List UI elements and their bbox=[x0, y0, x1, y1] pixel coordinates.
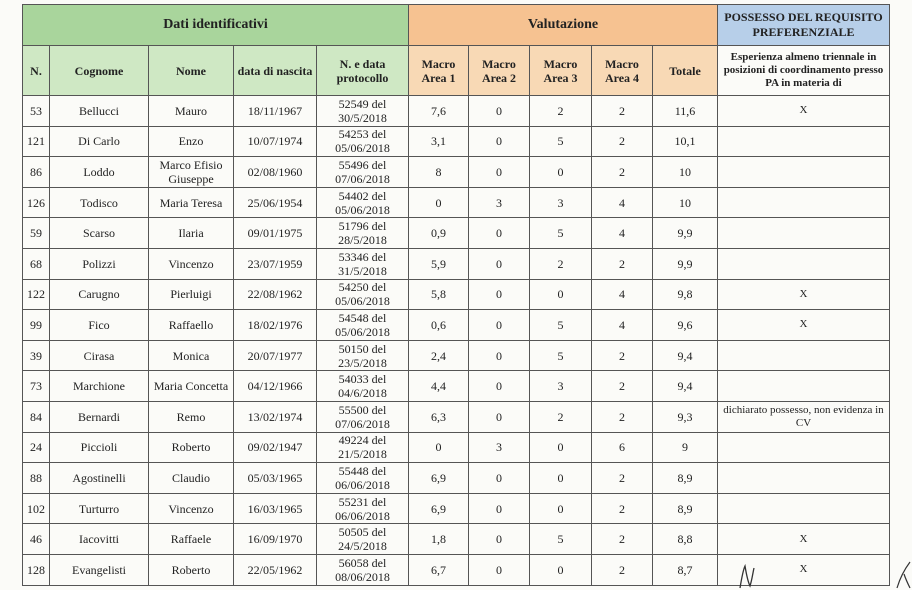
group-header-evaluation: Valutazione bbox=[409, 5, 718, 46]
cell-total: 10,1 bbox=[653, 126, 718, 157]
cell-macro-area-1: 0,9 bbox=[409, 218, 469, 249]
cell-surname: Turturro bbox=[50, 493, 149, 524]
cell-macro-area-4: 2 bbox=[592, 401, 653, 432]
cell-macro-area-1: 6,3 bbox=[409, 401, 469, 432]
cell-macro-area-1: 0 bbox=[409, 187, 469, 218]
cell-total: 10 bbox=[653, 157, 718, 188]
cell-requirement: dichiarato possesso, non evidenza in CV bbox=[718, 401, 890, 432]
cell-total: 9,4 bbox=[653, 340, 718, 371]
cell-surname: Polizzi bbox=[50, 248, 149, 279]
cell-surname: Carugno bbox=[50, 279, 149, 310]
cell-number: 24 bbox=[23, 432, 50, 463]
cell-protocol: 50150 del 23/5/2018 bbox=[317, 340, 409, 371]
group-header-requirement: POSSESSO DEL REQUISITO PREFERENZIALE bbox=[718, 5, 890, 46]
cell-requirement: X bbox=[718, 96, 890, 127]
cell-macro-area-4: 2 bbox=[592, 463, 653, 494]
cell-macro-area-3: 5 bbox=[530, 126, 592, 157]
cell-macro-area-3: 0 bbox=[530, 279, 592, 310]
cell-macro-area-1: 6,9 bbox=[409, 463, 469, 494]
cell-birthdate: 16/09/1970 bbox=[234, 524, 317, 555]
cell-name: Vincenzo bbox=[149, 493, 234, 524]
cell-macro-area-2: 0 bbox=[469, 371, 530, 402]
cell-macro-area-4: 2 bbox=[592, 554, 653, 585]
cell-macro-area-1: 3,1 bbox=[409, 126, 469, 157]
cell-protocol: 53346 del 31/5/2018 bbox=[317, 248, 409, 279]
cell-name: Claudio bbox=[149, 463, 234, 494]
cell-macro-area-4: 2 bbox=[592, 157, 653, 188]
cell-number: 53 bbox=[23, 96, 50, 127]
cell-total: 9,9 bbox=[653, 218, 718, 249]
cell-macro-area-2: 0 bbox=[469, 554, 530, 585]
cell-birthdate: 16/03/1965 bbox=[234, 493, 317, 524]
cell-number: 39 bbox=[23, 340, 50, 371]
cell-macro-area-1: 1,8 bbox=[409, 524, 469, 555]
cell-requirement bbox=[718, 340, 890, 371]
cell-macro-area-3: 0 bbox=[530, 554, 592, 585]
col-header-macro-area-1: Macro Area 1 bbox=[409, 46, 469, 96]
cell-macro-area-4: 2 bbox=[592, 371, 653, 402]
cell-total: 9,3 bbox=[653, 401, 718, 432]
cell-protocol: 54033 del 04/6/2018 bbox=[317, 371, 409, 402]
cell-macro-area-3: 3 bbox=[530, 187, 592, 218]
cell-number: 59 bbox=[23, 218, 50, 249]
cell-surname: Bellucci bbox=[50, 96, 149, 127]
cell-number: 102 bbox=[23, 493, 50, 524]
cell-birthdate: 22/08/1962 bbox=[234, 279, 317, 310]
cell-requirement bbox=[718, 126, 890, 157]
cell-macro-area-2: 0 bbox=[469, 157, 530, 188]
cell-protocol: 51796 del 28/5/2018 bbox=[317, 218, 409, 249]
cell-number: 68 bbox=[23, 248, 50, 279]
cell-surname: Scarso bbox=[50, 218, 149, 249]
cell-requirement bbox=[718, 463, 890, 494]
cell-number: 122 bbox=[23, 279, 50, 310]
cell-surname: Agostinelli bbox=[50, 463, 149, 494]
cell-macro-area-2: 0 bbox=[469, 524, 530, 555]
table-row bbox=[23, 126, 890, 157]
cell-number: 86 bbox=[23, 157, 50, 188]
cell-total: 8,7 bbox=[653, 554, 718, 585]
cell-total: 8,9 bbox=[653, 493, 718, 524]
col-header-number: N. bbox=[23, 46, 50, 96]
cell-number: 46 bbox=[23, 524, 50, 555]
cell-number: 126 bbox=[23, 187, 50, 218]
cell-name: Vincenzo bbox=[149, 248, 234, 279]
table-row bbox=[23, 432, 890, 463]
table-row bbox=[23, 524, 890, 555]
cell-total: 9 bbox=[653, 432, 718, 463]
cell-name: Roberto bbox=[149, 432, 234, 463]
cell-protocol: 50505 del 24/5/2018 bbox=[317, 524, 409, 555]
group-header-identification: Dati identificativi bbox=[23, 5, 409, 46]
table-row bbox=[23, 187, 890, 218]
cell-macro-area-4: 4 bbox=[592, 279, 653, 310]
table-row bbox=[23, 279, 890, 310]
cell-requirement bbox=[718, 218, 890, 249]
cell-macro-area-4: 2 bbox=[592, 126, 653, 157]
cell-protocol: 56058 del 08/06/2018 bbox=[317, 554, 409, 585]
cell-birthdate: 20/07/1977 bbox=[234, 340, 317, 371]
cell-total: 9,6 bbox=[653, 310, 718, 341]
col-header-macro-area-3: Macro Area 3 bbox=[530, 46, 592, 96]
table-row bbox=[23, 401, 890, 432]
cell-name: Mauro bbox=[149, 96, 234, 127]
cell-requirement: X bbox=[718, 554, 890, 585]
table-row bbox=[23, 96, 890, 127]
cell-protocol: 52549 del 30/5/2018 bbox=[317, 96, 409, 127]
cell-macro-area-1: 0,6 bbox=[409, 310, 469, 341]
cell-macro-area-3: 0 bbox=[530, 463, 592, 494]
col-header-macro-area-2: Macro Area 2 bbox=[469, 46, 530, 96]
table-row bbox=[23, 248, 890, 279]
cell-macro-area-3: 3 bbox=[530, 371, 592, 402]
cell-protocol: 55231 del 06/06/2018 bbox=[317, 493, 409, 524]
cell-name: Monica bbox=[149, 340, 234, 371]
col-header-name: Nome bbox=[149, 46, 234, 96]
cell-macro-area-3: 5 bbox=[530, 218, 592, 249]
cell-protocol: 54250 del 05/06/2018 bbox=[317, 279, 409, 310]
signature-mark-2 bbox=[894, 560, 912, 590]
cell-surname: Piccioli bbox=[50, 432, 149, 463]
cell-macro-area-2: 3 bbox=[469, 187, 530, 218]
cell-surname: Bernardi bbox=[50, 401, 149, 432]
cell-macro-area-3: 2 bbox=[530, 248, 592, 279]
cell-number: 99 bbox=[23, 310, 50, 341]
cell-macro-area-1: 5,9 bbox=[409, 248, 469, 279]
cell-name: Roberto bbox=[149, 554, 234, 585]
cell-requirement bbox=[718, 157, 890, 188]
cell-surname: Fico bbox=[50, 310, 149, 341]
cell-macro-area-1: 8 bbox=[409, 157, 469, 188]
cell-protocol: 49224 del 21/5/2018 bbox=[317, 432, 409, 463]
cell-birthdate: 02/08/1960 bbox=[234, 157, 317, 188]
cell-macro-area-3: 5 bbox=[530, 310, 592, 341]
cell-name: Ilaria bbox=[149, 218, 234, 249]
cell-macro-area-4: 2 bbox=[592, 493, 653, 524]
cell-protocol: 54402 del 05/06/2018 bbox=[317, 187, 409, 218]
cell-macro-area-1: 2,4 bbox=[409, 340, 469, 371]
col-header-total: Totale bbox=[653, 46, 718, 96]
cell-requirement bbox=[718, 248, 890, 279]
cell-surname: Evangelisti bbox=[50, 554, 149, 585]
cell-macro-area-1: 5,8 bbox=[409, 279, 469, 310]
col-header-birthdate: data di nascita bbox=[234, 46, 317, 96]
cell-macro-area-2: 0 bbox=[469, 340, 530, 371]
cell-macro-area-4: 4 bbox=[592, 187, 653, 218]
cell-number: 73 bbox=[23, 371, 50, 402]
cell-protocol: 55448 del 06/06/2018 bbox=[317, 463, 409, 494]
cell-name: Maria Teresa bbox=[149, 187, 234, 218]
cell-number: 88 bbox=[23, 463, 50, 494]
cell-total: 9,8 bbox=[653, 279, 718, 310]
cell-surname: Loddo bbox=[50, 157, 149, 188]
cell-macro-area-3: 5 bbox=[530, 340, 592, 371]
cell-macro-area-3: 2 bbox=[530, 96, 592, 127]
cell-requirement bbox=[718, 187, 890, 218]
cell-macro-area-2: 3 bbox=[469, 432, 530, 463]
cell-birthdate: 18/02/1976 bbox=[234, 310, 317, 341]
col-header-protocol: N. e data protocollo bbox=[317, 46, 409, 96]
cell-surname: Iacovitti bbox=[50, 524, 149, 555]
cell-macro-area-1: 7,6 bbox=[409, 96, 469, 127]
cell-requirement: X bbox=[718, 310, 890, 341]
table-row bbox=[23, 340, 890, 371]
cell-requirement bbox=[718, 432, 890, 463]
cell-macro-area-2: 0 bbox=[469, 126, 530, 157]
cell-surname: Marchione bbox=[50, 371, 149, 402]
cell-requirement bbox=[718, 371, 890, 402]
cell-macro-area-2: 0 bbox=[469, 218, 530, 249]
cell-macro-area-4: 2 bbox=[592, 248, 653, 279]
cell-number: 128 bbox=[23, 554, 50, 585]
cell-macro-area-1: 6,7 bbox=[409, 554, 469, 585]
col-header-macro-area-4: Macro Area 4 bbox=[592, 46, 653, 96]
cell-total: 9,9 bbox=[653, 248, 718, 279]
cell-requirement: X bbox=[718, 524, 890, 555]
cell-macro-area-1: 4,4 bbox=[409, 371, 469, 402]
cell-name: Pierluigi bbox=[149, 279, 234, 310]
cell-birthdate: 10/07/1974 bbox=[234, 126, 317, 157]
cell-macro-area-4: 2 bbox=[592, 96, 653, 127]
cell-surname: Todisco bbox=[50, 187, 149, 218]
cell-protocol: 54253 del 05/06/2018 bbox=[317, 126, 409, 157]
cell-macro-area-3: 2 bbox=[530, 401, 592, 432]
cell-macro-area-1: 0 bbox=[409, 432, 469, 463]
ranking-table bbox=[22, 4, 890, 586]
table-row bbox=[23, 493, 890, 524]
cell-birthdate: 18/11/1967 bbox=[234, 96, 317, 127]
cell-macro-area-2: 0 bbox=[469, 463, 530, 494]
cell-number: 121 bbox=[23, 126, 50, 157]
cell-macro-area-1: 6,9 bbox=[409, 493, 469, 524]
cell-birthdate: 09/01/1975 bbox=[234, 218, 317, 249]
cell-macro-area-4: 4 bbox=[592, 218, 653, 249]
cell-surname: Cirasa bbox=[50, 340, 149, 371]
cell-birthdate: 05/03/1965 bbox=[234, 463, 317, 494]
cell-birthdate: 13/02/1974 bbox=[234, 401, 317, 432]
col-header-surname: Cognome bbox=[50, 46, 149, 96]
cell-name: Marco Efisio Giuseppe bbox=[149, 157, 234, 188]
table-row bbox=[23, 371, 890, 402]
cell-total: 8,9 bbox=[653, 463, 718, 494]
cell-macro-area-2: 0 bbox=[469, 279, 530, 310]
cell-macro-area-2: 0 bbox=[469, 310, 530, 341]
cell-birthdate: 25/06/1954 bbox=[234, 187, 317, 218]
cell-requirement bbox=[718, 493, 890, 524]
cell-number: 84 bbox=[23, 401, 50, 432]
cell-macro-area-3: 0 bbox=[530, 157, 592, 188]
cell-macro-area-2: 0 bbox=[469, 248, 530, 279]
cell-name: Remo bbox=[149, 401, 234, 432]
cell-birthdate: 23/07/1959 bbox=[234, 248, 317, 279]
cell-total: 10 bbox=[653, 187, 718, 218]
table-row bbox=[23, 218, 890, 249]
cell-total: 11,6 bbox=[653, 96, 718, 127]
cell-surname: Di Carlo bbox=[50, 126, 149, 157]
cell-requirement: X bbox=[718, 279, 890, 310]
cell-name: Maria Concetta bbox=[149, 371, 234, 402]
cell-macro-area-3: 0 bbox=[530, 432, 592, 463]
cell-macro-area-3: 0 bbox=[530, 493, 592, 524]
cell-birthdate: 22/05/1962 bbox=[234, 554, 317, 585]
cell-name: Enzo bbox=[149, 126, 234, 157]
cell-macro-area-4: 4 bbox=[592, 310, 653, 341]
col-header-requirement: Esperienza almeno triennale in posizioni di coordinamento presso PA in materia di bbox=[718, 46, 890, 96]
table-row bbox=[23, 310, 890, 341]
cell-total: 8,8 bbox=[653, 524, 718, 555]
cell-macro-area-2: 0 bbox=[469, 493, 530, 524]
cell-total: 9,4 bbox=[653, 371, 718, 402]
cell-birthdate: 09/02/1947 bbox=[234, 432, 317, 463]
cell-protocol: 55500 del 07/06/2018 bbox=[317, 401, 409, 432]
cell-name: Raffaele bbox=[149, 524, 234, 555]
cell-protocol: 54548 del 05/06/2018 bbox=[317, 310, 409, 341]
signature-mark bbox=[736, 562, 766, 590]
table-row bbox=[23, 463, 890, 494]
cell-macro-area-4: 2 bbox=[592, 524, 653, 555]
table-row bbox=[23, 157, 890, 188]
cell-macro-area-2: 0 bbox=[469, 401, 530, 432]
cell-macro-area-4: 2 bbox=[592, 340, 653, 371]
cell-name: Raffaello bbox=[149, 310, 234, 341]
cell-macro-area-2: 0 bbox=[469, 96, 530, 127]
cell-macro-area-3: 5 bbox=[530, 524, 592, 555]
cell-protocol: 55496 del 07/06/2018 bbox=[317, 157, 409, 188]
cell-macro-area-4: 6 bbox=[592, 432, 653, 463]
cell-birthdate: 04/12/1966 bbox=[234, 371, 317, 402]
